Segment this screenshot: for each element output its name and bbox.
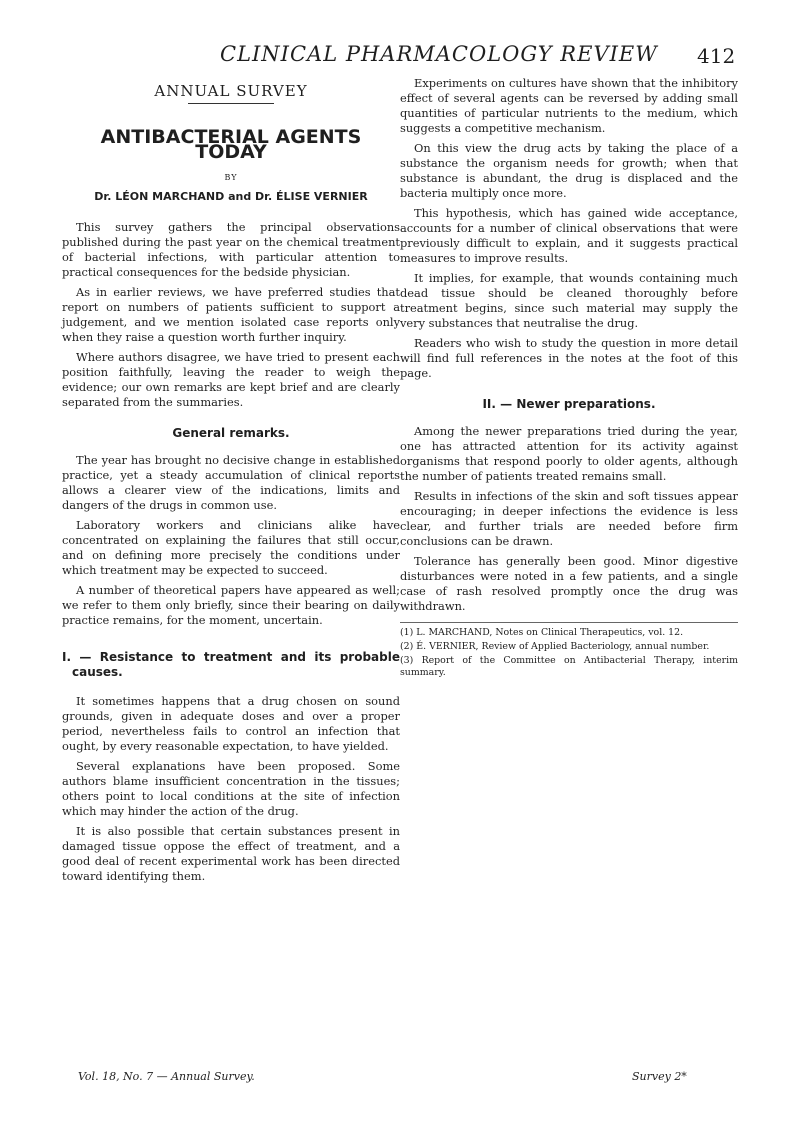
footnote: (3) Report of the Committee on Antibacterial Therapy, interim summary. [400, 655, 738, 678]
body-paragraph: Experiments on cultures have shown that the inhibitory effect of several agents can be reversed by adding small quantities of particular nutrients to the medium, which suggests a competitive mechanism. [400, 76, 738, 135]
left-column [62, 76, 400, 889]
intro-paragraph: As in earlier reviews, we have preferred studies that report on numbers of patients sufficient to support a judgement, and we mention isolated case reports only when they raise a question worth further inquiry. [62, 285, 400, 344]
body-paragraph: On this view the drug acts by taking the place of a substance the organism needs for growth; when that substance is abundant, the drug is displaced and the bacteria multiply once more. [400, 141, 738, 200]
running-title: CLINICAL PHARMACOLOGY REVIEW [220, 42, 658, 66]
footnote: (2) É. VERNIER, Review of Applied Bacteriology, annual number. [400, 641, 710, 652]
page-number: 412 [697, 44, 736, 68]
intro-paragraph: This survey gathers the principal observations published during the past year on the chemical treatment of bacterial infections, with particular attention to practical consequences for the bedside physician. [62, 220, 400, 279]
article-kicker: ANNUAL SURVEY [154, 82, 308, 100]
section-paragraph: Several explanations have been proposed. Some authors blame insufficient concentration in the tissues; others point to local conditions at the site of infection which may hinder the action of the drug. [62, 759, 400, 818]
right-column [400, 76, 738, 681]
body-paragraph: It implies, for example, that wounds containing much dead tissue should be cleaned thoroughly before treatment begins, since such material may supply the very substances that neutralise the drug. [400, 271, 738, 330]
section-paragraph: Laboratory workers and clinicians alike have concentrated on explaining the failures that still occur, and on defining more precisely the conditions under which treatment may be expected to succeed. [62, 518, 400, 577]
footnotes [400, 622, 738, 679]
footnote: (1) L. MARCHAND, Notes on Clinical Therapeutics, vol. 12. [400, 627, 684, 638]
section-paragraph: Results in infections of the skin and soft tissues appear encouraging; in deeper infections the evidence is less clear, and further trials are needed before firm conclusions can be drawn. [400, 489, 738, 548]
signature-footer: Survey 2* [632, 1070, 687, 1083]
section-heading: General remarks. [172, 426, 290, 440]
body-paragraph: This hypothesis, which has gained wide acceptance, accounts for a number of clinical observations that were previously difficult to explain, and it suggests practical measures to improve results. [400, 206, 738, 265]
section-paragraph: Tolerance has generally been good. Minor digestive disturbances were noted in a few patients, and a single case of rash resolved promptly once the drug was withdrawn. [400, 554, 738, 613]
authors: Dr. LÉON MARCHAND and Dr. ÉLISE VERNIER [94, 190, 368, 203]
byline-label: BY [224, 173, 238, 182]
article-title: ANTIBACTERIAL AGENTS TODAY [100, 126, 362, 163]
section-heading: II. — Newer preparations. [482, 397, 656, 411]
section-paragraph: It is also possible that certain substances present in damaged tissue oppose the effect of treatment, and a good deal of recent experimental work has been directed toward identifying them. [62, 824, 400, 883]
body-paragraph: Readers who wish to study the question in more detail will find full references in the notes at the foot of this page. [400, 336, 738, 380]
section-heading: I. — Resistance to treatment and its probable causes. [62, 650, 400, 679]
kicker-rule [188, 103, 274, 104]
issue-footer: Vol. 18, No. 7 — Annual Survey. [78, 1070, 255, 1083]
section-paragraph: A number of theoretical papers have appeared as well; we refer to them only briefly, since their bearing on daily practice remains, for the moment, uncertain. [62, 583, 400, 627]
section-paragraph: The year has brought no decisive change in established practice, yet a steady accumulation of clinical reports allows a clearer view of the indications, limits and dangers of the drugs in common use. [62, 453, 400, 512]
section-paragraph: Among the newer preparations tried during the year, one has attracted attention for its activity against organisms that respond poorly to older agents, although the number of patients treated remains small. [400, 424, 738, 483]
section-paragraph: It sometimes happens that a drug chosen on sound grounds, given in adequate doses and over a proper period, nevertheless fails to control an infection that ought, by every reasonable expectation, to have yielded. [62, 694, 400, 753]
intro-paragraph: Where authors disagree, we have tried to present each position faithfully, leaving the reader to weigh the evidence; our own remarks are kept brief and are clearly separated from the summaries. [62, 350, 400, 409]
